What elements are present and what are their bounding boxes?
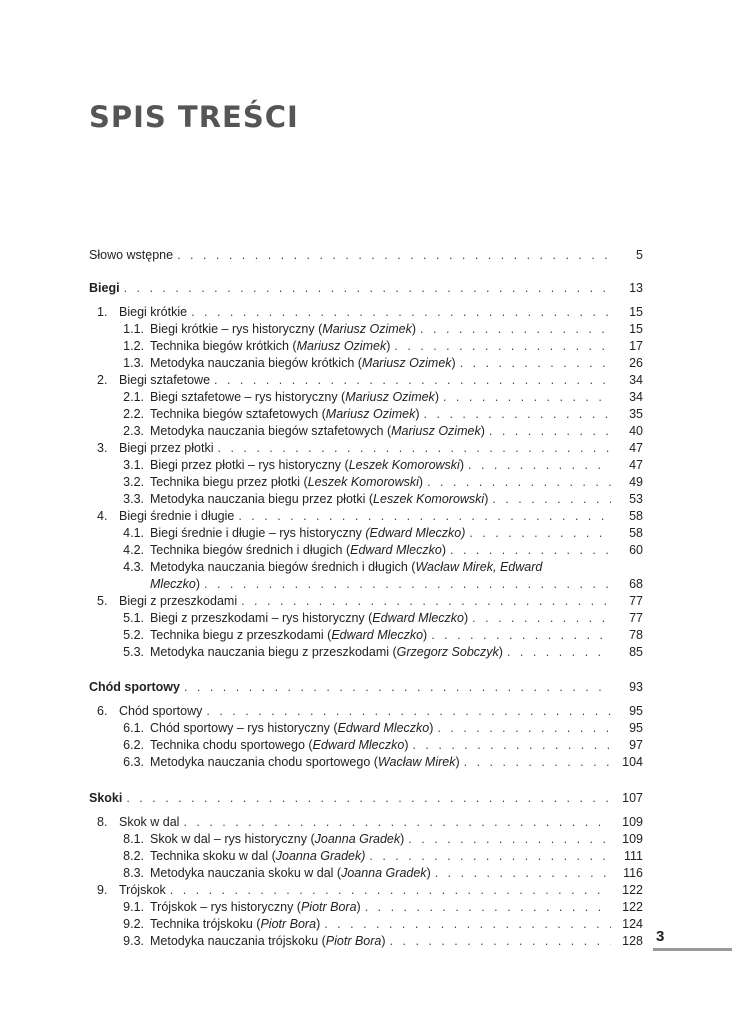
toc-entry-page: 58 [629,509,643,523]
toc-entry[interactable] [89,321,643,338]
toc-entry-text: Metodyka nauczania chodu sportowego ( [150,755,378,769]
toc-entry-closing: ) [429,721,434,735]
toc-entry-page: 122 [622,900,643,914]
toc-entry-text: Skok w dal – rys historyczny ( [150,832,315,846]
toc-entry-page: 5 [636,248,643,262]
toc-entry-closing: ) [434,390,439,404]
toc-entry-author: Wacław Mirek, Edward [415,560,543,574]
toc-entry-page: 49 [629,475,643,489]
toc-entry-title [119,593,237,610]
toc-entry-title [119,304,187,321]
toc-entry-number: 3.1. [123,458,144,472]
toc-leader-dots [412,737,611,754]
toc-leader-dots [177,247,611,264]
toc-entry-text: Biegi przez płotki – rys historyczny ( [150,458,349,472]
toc-entry-title [119,372,210,389]
toc-entry[interactable] [89,406,643,423]
toc-entry-title [150,559,542,576]
toc-entry-number: 6.1. [123,721,144,735]
toc-entry-title [150,321,416,338]
toc-entry-number: 1.3. [123,356,144,370]
toc-entry-text: Chód sportowy – rys historyczny ( [150,721,338,735]
toc-entry-text: Biegi sztafetowe – rys historyczny ( [150,390,346,404]
toc-leader-dots [183,814,611,831]
toc-entry-author: Edward Mleczko [350,543,442,557]
toc-entry-number: 8.2. [123,849,144,863]
toc-entry-closing: ) [498,645,503,659]
toc-entry-number: 6.3. [123,755,144,769]
toc-entry-closing: ) [480,424,485,438]
toc-entry-title [150,389,439,406]
toc-entry[interactable] [89,559,643,576]
toc-leader-dots [369,848,611,865]
toc-entry-text: Biegi średnie i długie [119,509,235,523]
toc-entry-title [150,737,408,754]
toc-entry-author: Piotr Bora [260,917,317,931]
toc-entry-number: 2.3. [123,424,144,438]
toc-entry-title [89,247,173,264]
toc-entry[interactable] [89,679,643,696]
toc-leader-dots [460,355,611,372]
toc-entry-title [150,754,460,771]
toc-entry-text: Biegi przez płotki [119,441,214,455]
toc-entry-page: 15 [629,305,643,319]
toc-entry[interactable] [89,457,643,474]
toc-leader-dots [241,593,611,610]
toc-entry-page: 77 [629,594,643,608]
toc-entry-author: Leszek Komorowski [373,492,485,506]
toc-entry[interactable] [89,542,643,559]
toc-entry-text: Skok w dal [119,815,180,829]
toc-leader-dots [324,916,611,933]
toc-entry-text: Biegi [89,281,120,295]
toc-entry-page: 58 [629,526,643,540]
toc-entry-page: 35 [629,407,643,421]
toc-entry-text: Technika biegów sztafetowych ( [150,407,326,421]
toc-entry-title [150,627,427,644]
toc-entry-closing: ) [451,356,456,370]
toc-entry-page: 111 [623,849,643,863]
toc-entry-title [119,703,202,720]
toc-entry-number: 3.2. [123,475,144,489]
toc-entry[interactable] [89,865,643,882]
toc-entry-title [150,355,456,372]
toc-leader-dots [450,542,611,559]
toc-entry-title [150,457,464,474]
toc-entry[interactable] [89,899,643,916]
toc-entry-number: 1.1. [123,322,144,336]
toc-entry-closing: ) [455,755,460,769]
toc-entry-page: 116 [623,866,643,880]
toc-entry-text: Biegi z przeszkodami – rys historyczny ( [150,611,373,625]
toc-entry-closing: ) [404,738,409,752]
toc-leader-dots [170,882,611,899]
toc-entry-title [150,525,465,542]
toc-entry[interactable] [89,525,643,542]
toc-entry-number: 8.1. [123,832,144,846]
toc-entry[interactable] [89,720,643,737]
page-title: SPIS TREŚCI [89,100,299,134]
toc-entry-closing: ) [411,322,417,336]
toc-entry[interactable] [89,280,643,297]
toc-entry-number: 9. [97,883,108,897]
toc-entry-page: 15 [629,322,643,336]
toc-entry-title [150,865,431,882]
toc-entry-text: Technika biegu przez płotki ( [150,475,308,489]
toc-entry-text: Biegi krótkie [119,305,188,319]
toc-entry-author: Grzegorz Sobczyk [396,645,499,659]
toc-entry-number: 1. [97,305,108,319]
toc-entry-text: Biegi sztafetowe [119,373,211,387]
toc-entry-text: Chód sportowy [119,704,203,718]
toc-leader-dots [489,423,611,440]
toc-leader-dots [464,754,611,771]
toc-entry-title [119,814,179,831]
toc-entry-title [89,576,200,593]
toc-entry[interactable] [89,491,643,508]
toc-entry-title [150,423,485,440]
toc-entry-text: Metodyka nauczania biegów sztafetowych ( [150,424,392,438]
toc-leader-dots [443,389,611,406]
toc-entry-text: Biegi średnie i długie – rys historyczny [150,526,366,540]
toc-entry-title [150,831,404,848]
toc-leader-dots [427,474,611,491]
toc-entry-closing: ) [459,458,465,472]
toc-entry-author: Mariusz Ozimek [391,424,481,438]
toc-entry-author: Edward Mleczko [372,611,464,625]
toc-entry-author: Mariusz Ozimek [361,356,452,370]
toc-entry-page: 85 [629,645,643,659]
toc-entry-page: 109 [622,832,643,846]
toc-entry-author: Leszek Komorowski [307,475,419,489]
toc-entry-title [150,542,446,559]
toc-entry-number: 5.1. [123,611,144,625]
toc-entry-page: 34 [629,390,643,404]
toc-entry-text: Skoki [89,791,123,805]
toc-entry-page: 40 [629,424,643,438]
toc-entry-number: 9.3. [123,934,144,948]
toc-entry-text: Technika chodu sportowego ( [150,738,313,752]
toc-entry-text: Metodyka nauczania biegów średnich i długich ( [150,560,416,574]
toc-entry-number: 5. [97,594,108,608]
page-number: 3 [656,928,665,945]
toc-leader-dots [124,280,611,297]
toc-entry-text: Chód sportowy [89,680,180,694]
toc-entry-page: 47 [629,441,643,455]
toc-entry-number: 2. [97,373,108,387]
toc-entry-page: 128 [622,934,643,948]
toc-entry-page: 93 [629,680,643,694]
toc-entry-text: Trójskok [119,883,166,897]
toc-entry[interactable] [89,576,643,593]
toc-entry-title [89,280,120,297]
toc-entry-text: Metodyka nauczania biegów krótkich ( [150,356,362,370]
toc-entry-number: 4. [97,509,108,523]
toc-entry-page: 122 [622,883,643,897]
toc-leader-dots [394,338,611,355]
toc-entry-text: Metodyka nauczania biegu przez płotki ( [150,492,374,506]
toc-entry-number: 4.1. [123,526,144,540]
toc-entry-page: 13 [629,281,643,295]
toc-entry-page: 68 [629,577,643,591]
toc-entry-title [119,882,166,899]
toc-entry[interactable] [89,848,643,865]
toc-entry-page: 95 [629,721,643,735]
toc-entry-page: 34 [629,373,643,387]
toc-leader-dots [218,440,612,457]
toc-entry[interactable] [89,882,643,899]
toc-entry-text: Biegi krótkie – rys historyczny ( [150,322,323,336]
toc-entry-closing: ) [415,407,420,421]
toc-entry-number: 3. [97,441,108,455]
toc-entry-number: 6.2. [123,738,144,752]
toc-entry-text: Metodyka nauczania biegu z przeszkodami ( [150,645,397,659]
toc-entry-number: 3.3. [123,492,144,506]
toc-entry-title [119,440,214,457]
toc-entry-text: Słowo wstępne [89,248,174,262]
toc-entry-number: 9.2. [123,917,144,931]
toc-entry-number: 5.2. [123,628,144,642]
toc-entry-text: Trójskok – rys historyczny ( [150,900,301,914]
toc-entry[interactable] [89,474,643,491]
toc-entry[interactable] [89,644,643,661]
toc-entry-page: 109 [622,815,643,829]
toc-entry-author: Edward Mleczko [337,721,430,735]
toc-entry-author: Piotr Bora [325,934,382,948]
toc-entry[interactable] [89,627,643,644]
toc-entry[interactable] [89,440,643,457]
toc-leader-dots [365,899,611,916]
toc-entry[interactable] [89,247,643,264]
toc-entry-title [150,406,420,423]
toc-entry[interactable] [89,737,643,754]
toc-entry-closing: ) [400,832,405,846]
toc-entry[interactable] [89,389,643,406]
toc-entry-closing: ) [426,866,431,880]
toc-entry-author: Mariusz Ozimek [325,407,416,421]
toc-leader-dots [492,491,611,508]
toc-leader-dots [126,790,611,807]
toc-entry-text: Technika biegu z przeszkodami ( [150,628,332,642]
toc-leader-dots [469,525,611,542]
toc-leader-dots [191,304,611,321]
toc-entry-author: Mleczko [150,577,196,591]
toc-entry-closing: ) [195,577,201,591]
toc-entry-author: Leszek Komorowski [348,458,460,472]
toc-entry-title [150,644,503,661]
toc-entry[interactable] [89,610,643,627]
toc-entry-page: 104 [622,755,643,769]
toc-entry[interactable] [89,508,643,525]
toc-leader-dots [472,610,611,627]
toc-entry-page: 60 [629,543,643,557]
toc-leader-dots [408,831,611,848]
toc-entry-author: Edward Mleczko [331,628,424,642]
toc-entry-number: 8.3. [123,866,144,880]
toc-entry-title [150,899,361,916]
toc-leader-dots [507,644,611,661]
toc-entry-closing: ) [386,339,391,353]
toc-entry-text: Metodyka nauczania trójskoku ( [150,934,326,948]
toc-entry-closing: ) [464,611,469,625]
toc-entry-title [150,610,468,627]
toc-entry-author: Wacław Mirek [377,755,456,769]
toc-entry-title [89,679,180,696]
toc-leader-dots [204,576,611,593]
toc-entry-page: 17 [629,339,643,353]
toc-entry[interactable] [89,933,643,950]
toc-entry-page: 26 [629,356,643,370]
toc-entry-page: 78 [629,628,643,642]
toc-entry-page: 77 [629,611,643,625]
toc-entry-text: Biegi z przeszkodami [119,594,238,608]
toc-entry[interactable] [89,372,643,389]
toc-entry-title [119,508,234,525]
toc-entry-author: Mariusz Ozimek [322,322,412,336]
page-number-rule [653,948,732,951]
toc-entry[interactable] [89,593,643,610]
toc-entry[interactable] [89,916,643,933]
toc-entry[interactable] [89,790,643,807]
toc-entry-page: 53 [629,492,643,506]
toc-entry-title [89,790,122,807]
toc-entry-author: Joanna Gradek [314,832,401,846]
toc-entry-text: Technika trójskoku ( [150,917,261,931]
toc-leader-dots [424,406,611,423]
toc-leader-dots [437,720,611,737]
toc-entry-closing: ) [381,934,386,948]
toc-entry-page: 97 [629,738,643,752]
toc-entry-number: 2.2. [123,407,144,421]
toc-entry[interactable] [89,831,643,848]
toc-entry-page: 124 [622,917,643,931]
toc-entry-author: Joanna Gradek) [275,849,366,863]
toc-entry-title [150,933,386,950]
toc-entry-closing: ) [316,917,321,931]
toc-leader-dots [420,321,611,338]
toc-leader-dots [206,703,611,720]
toc-entry-text: Metodyka nauczania skoku w dal ( [150,866,342,880]
toc-entry-author: (Edward Mleczko) [365,526,466,540]
toc-entry[interactable] [89,703,643,720]
toc-entry-closing: ) [418,475,424,489]
toc-leader-dots [468,457,611,474]
toc-entry-title [150,338,390,355]
toc-entry-author: Mariusz Ozimek [345,390,435,404]
toc-leader-dots [184,679,611,696]
toc-entry-number: 4.2. [123,543,144,557]
toc-entry[interactable] [89,304,643,321]
toc-entry-number: 2.1. [123,390,144,404]
toc-entry[interactable] [89,423,643,440]
toc-entry-author: Piotr Bora [300,900,357,914]
toc-entry-number: 8. [97,815,108,829]
toc-entry-number: 4.3. [123,560,144,574]
toc-entry-number: 6. [97,704,108,718]
toc-entry-text: Technika biegów krótkich ( [150,339,297,353]
toc-entry-title [150,474,423,491]
toc-leader-dots [435,865,611,882]
toc-leader-dots [390,933,611,950]
toc-entry-text: Technika biegów średnich i długich ( [150,543,351,557]
toc-leader-dots [238,508,611,525]
toc-entry-author: Mariusz Ozimek [296,339,387,353]
toc-entry[interactable] [89,814,643,831]
toc-entry-title [150,916,320,933]
toc-entry-number: 9.1. [123,900,144,914]
toc-entry-title [150,491,488,508]
toc-entry-author: Edward Mleczko [312,738,405,752]
toc-entry-author: Joanna Gradek [341,866,427,880]
toc-entry[interactable] [89,754,643,771]
toc-entry-page: 47 [629,458,643,472]
toc-entry-number: 5.3. [123,645,144,659]
toc-entry[interactable] [89,355,643,372]
toc-entry-closing: ) [484,492,489,506]
toc-entry-closing: ) [441,543,446,557]
toc-entry[interactable] [89,338,643,355]
toc-entry-number: 1.2. [123,339,144,353]
toc-entry-title [150,848,365,865]
toc-entry-page: 107 [622,791,643,805]
toc-entry-closing: ) [356,900,361,914]
toc-entry-title [150,720,433,737]
toc-leader-dots [431,627,611,644]
toc-entry-page: 95 [629,704,643,718]
toc-leader-dots [214,372,611,389]
toc-entry-text: Technika skoku w dal ( [150,849,276,863]
toc-entry-closing: ) [423,628,428,642]
